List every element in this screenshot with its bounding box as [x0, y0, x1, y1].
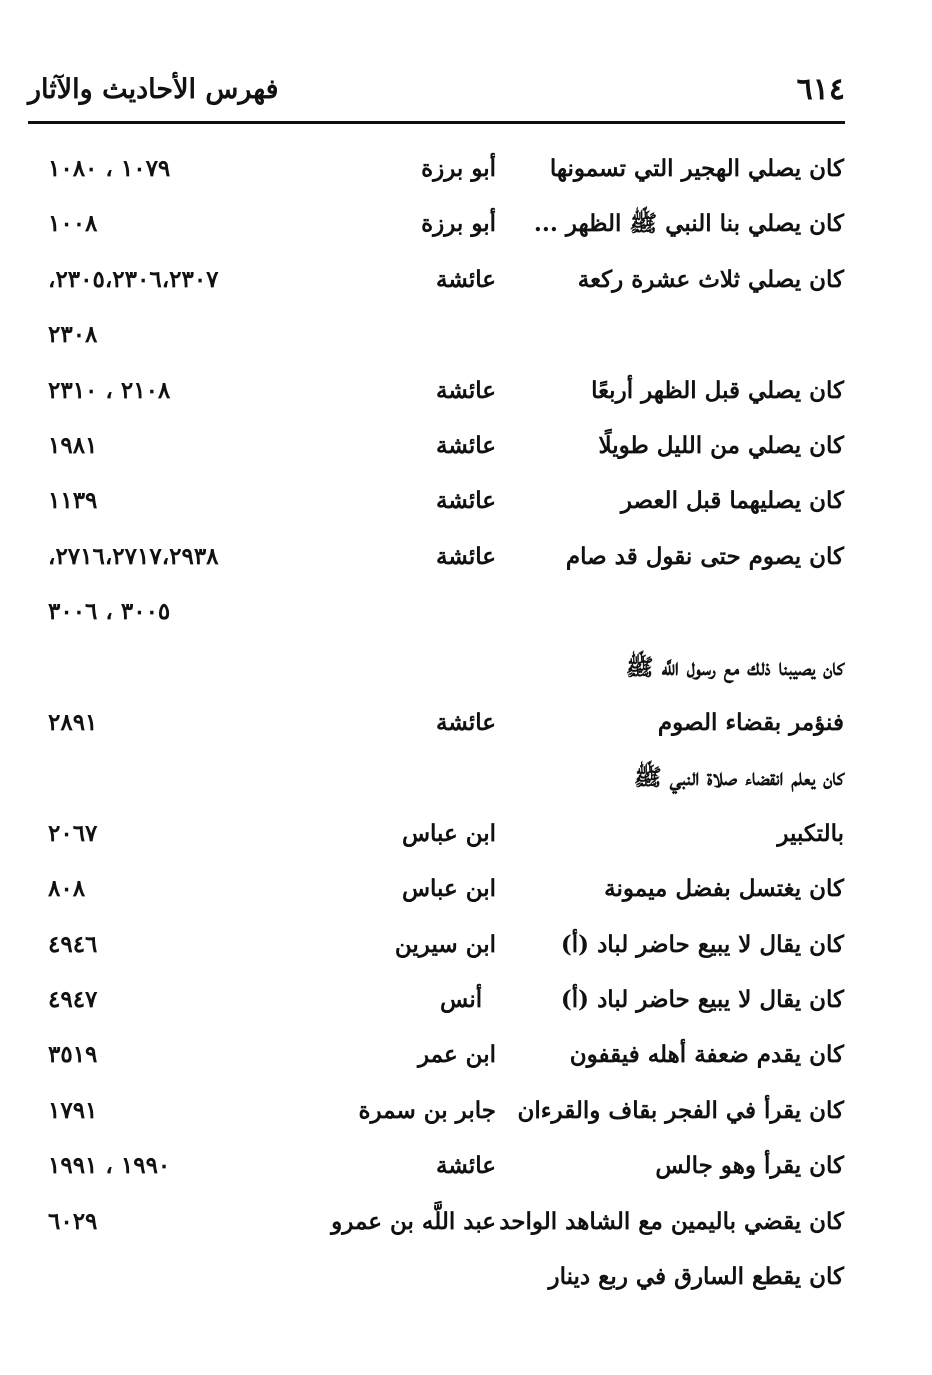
index-row: [0, 423, 932, 469]
hadith-text: كان يصوم حتى نقول قد صام: [565, 542, 844, 570]
hadith-text: فنؤمر بقضاء الصوم: [657, 709, 844, 736]
index-row: [0, 534, 932, 580]
hadith-numbers: ٢٨٩١: [48, 709, 98, 736]
narrator-name: ابن عمر: [417, 1041, 496, 1069]
index-row: [0, 866, 932, 912]
narrator-name: عائشة: [436, 376, 496, 404]
hadith-numbers: ١٠٧٩ ، ١٠٨٠: [48, 155, 171, 182]
narrator-name: عبد اللَّه بن عمرو: [331, 1207, 496, 1235]
hadith-text: كان يقال لا يبيع حاضر لباد (أ): [560, 986, 844, 1013]
running-title: فهرس الأحاديث والآثار: [28, 74, 279, 105]
narrator-name: عائشة: [436, 542, 496, 570]
hadith-numbers: ١١٣٩: [48, 487, 98, 515]
narrator-name: عائشة: [436, 432, 496, 459]
hadith-numbers: ٢٧١٦،٢٧١٧،٢٩٣٨،: [48, 542, 219, 570]
hadith-text: كان يقال لا يبيع حاضر لباد (أ): [560, 930, 844, 958]
hadith-numbers: ١٩٩٠ ، ١٩٩١: [48, 1152, 171, 1180]
hadith-text: كان يعلم انقضاء صلاة النبي ﷺ: [633, 764, 844, 792]
index-row: [0, 589, 932, 635]
hadith-text: كان يقدم ضعفة أهله فيقفون: [569, 1041, 844, 1069]
narrator-name: جابر بن سمرة: [358, 1096, 496, 1124]
hadith-text: بالتكبير: [777, 819, 844, 847]
hadith-numbers: ٣٥١٩: [48, 1041, 98, 1069]
index-row: [0, 201, 932, 247]
narrator-name: عائشة: [436, 1152, 496, 1180]
hadith-numbers: ٤٩٤٦: [48, 930, 98, 958]
hadith-text: كان يقرأ وهو جالس: [655, 1152, 844, 1180]
narrator-name: أبو برزة: [421, 210, 496, 238]
hadith-numbers: ٢٠٦٧: [48, 819, 98, 847]
narrator-name: ابن عباس: [401, 819, 496, 847]
hadith-text: كان يصلي قبل الظهر أربعًا: [591, 376, 844, 404]
hadith-text: كان يصلي بنا النبي ﷺ الظهر ...: [533, 210, 844, 238]
index-row: [0, 645, 932, 691]
narrator-name: عائشة: [436, 709, 496, 736]
hadith-numbers: ٢٣٠٨: [48, 321, 98, 349]
header-divider: [28, 121, 845, 124]
hadith-numbers: ٨٠٨: [48, 875, 86, 903]
narrator-name: عائشة: [436, 487, 496, 515]
index-row: [0, 1088, 932, 1134]
narrator-name: أنس: [440, 986, 483, 1013]
hadith-text: كان يقرأ في الفجر بقاف والقرءان: [517, 1096, 844, 1124]
hadith-text: كان يصلي من الليل طويلًا: [598, 432, 844, 459]
hadith-text: كان يصلي الهجير التي تسمونها: [549, 155, 844, 182]
index-row: [0, 922, 932, 968]
index-row: [0, 977, 932, 1023]
index-row: [0, 1032, 932, 1078]
hadith-numbers: ٢١٠٨ ، ٢٣١٠: [48, 376, 171, 404]
index-row: [0, 811, 932, 857]
hadith-text: كان يقطع السارق في ربع دينار: [548, 1263, 844, 1290]
index-row: [0, 700, 932, 746]
hadith-text: كان يصليهما قبل العصر: [620, 487, 844, 515]
index-row: [0, 257, 932, 303]
page-number: ٦١٤: [796, 72, 845, 107]
index-row: [0, 478, 932, 524]
narrator-name: عائشة: [436, 265, 496, 293]
index-row: [0, 1199, 932, 1245]
hadith-numbers: ٦٠٢٩: [48, 1207, 98, 1235]
hadith-text: كان يصيبنا ذلك مع رسول اللَّه ﷺ: [625, 653, 844, 681]
hadith-numbers: ٤٩٤٧: [48, 986, 98, 1013]
hadith-numbers: ٢٣٠٥،٢٣٠٦،٢٣٠٧،: [48, 265, 219, 293]
hadith-numbers: ١٠٠٨: [48, 210, 98, 238]
narrator-name: ابن عباس: [401, 875, 496, 903]
page-header: [28, 68, 845, 112]
index-row: [0, 1254, 932, 1300]
index-row: [0, 312, 932, 358]
hadith-numbers: ١٩٨١: [48, 432, 98, 459]
index-row: [0, 146, 932, 192]
hadith-text: كان يقضي باليمين مع الشاهد الواحد: [499, 1207, 844, 1235]
narrator-name: أبو برزة: [421, 155, 496, 182]
index-row: [0, 368, 932, 414]
hadith-numbers: ١٧٩١: [48, 1096, 98, 1124]
index-row: [0, 755, 932, 801]
hadith-text: كان يغتسل بفضل ميمونة: [604, 875, 844, 903]
narrator-name: ابن سيرين: [394, 930, 496, 958]
hadith-numbers: ٣٠٠٥ ، ٣٠٠٦: [48, 598, 171, 626]
hadith-text: كان يصلي ثلاث عشرة ركعة: [577, 265, 844, 293]
index-row: [0, 1143, 932, 1189]
